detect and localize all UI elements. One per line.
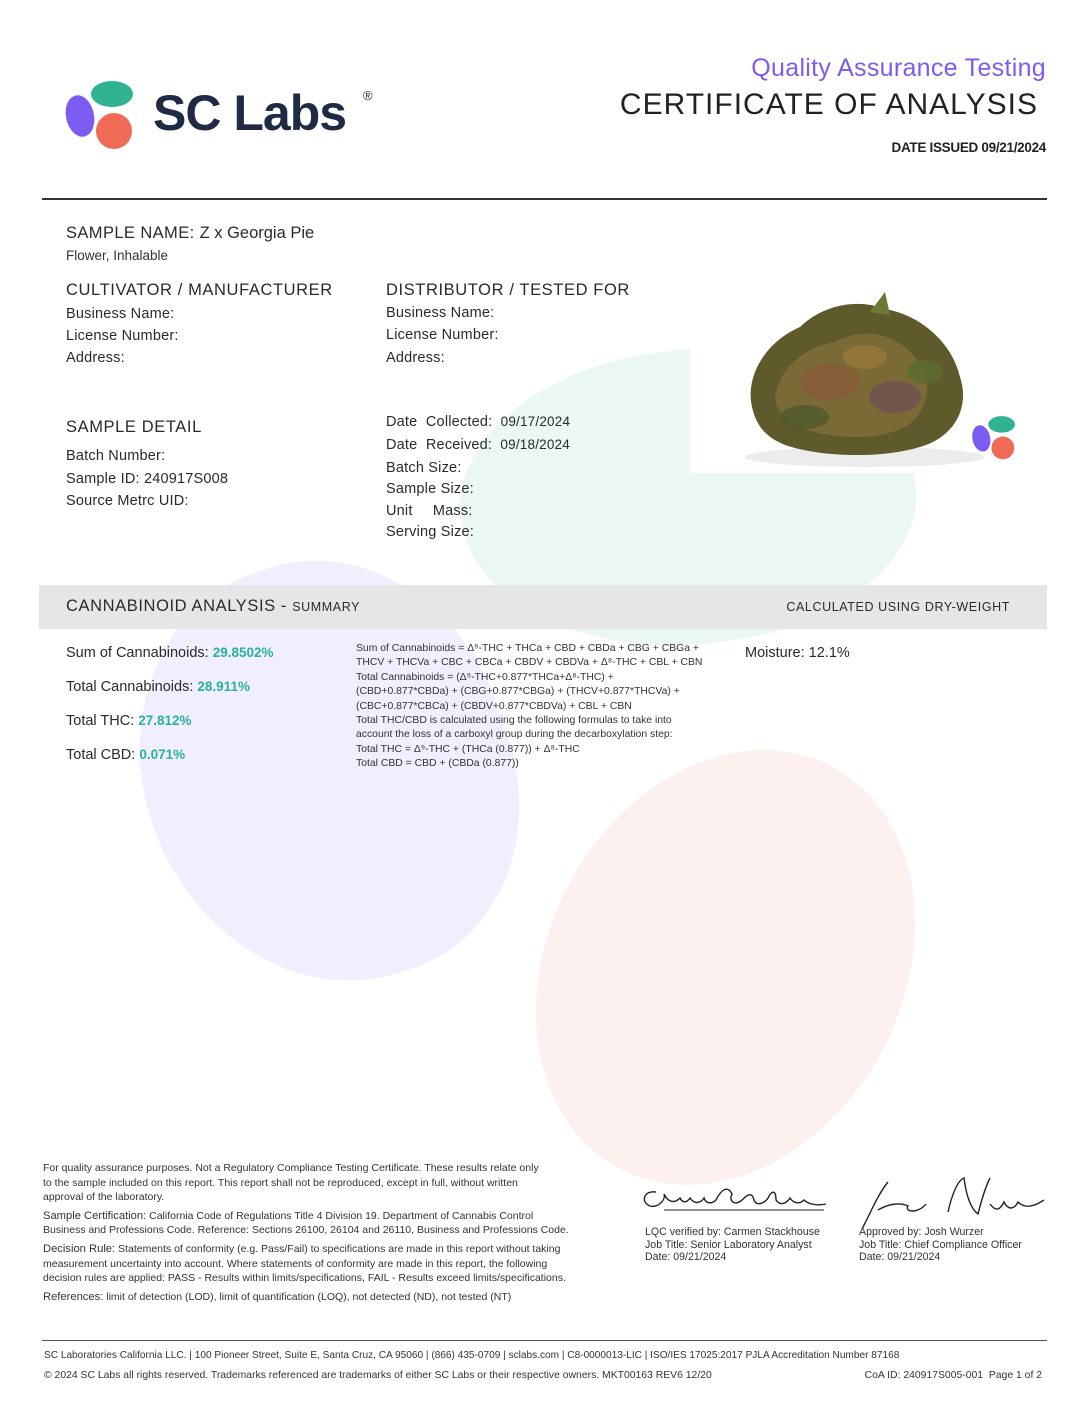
- qa-title: Quality Assurance Testing: [751, 54, 1046, 82]
- formula-line: Total THC = Δ⁹-THC + (THCa (0.877)) + Δ⁸-THC: [356, 743, 580, 755]
- right-date: Date: 09/21/2024: [859, 1251, 941, 1264]
- decision-label: Decision Rule:: [43, 1242, 116, 1255]
- distributor-business-name: Business Name:: [386, 305, 495, 321]
- certification-line: California Code of Regulations Title 4 Division 19. Department of Cannabis Control: [146, 1209, 534, 1222]
- sample-id: Sample ID: 240917S008: [66, 471, 229, 487]
- qa-disclaimer-line: approval of the laboratory.: [43, 1191, 165, 1204]
- unit-mass: [386, 503, 473, 519]
- signature-right-block: [859, 1226, 1022, 1264]
- date-issued: DATE ISSUED 09/21/2024: [891, 140, 1046, 155]
- thc-value: 27.812%: [138, 713, 192, 728]
- decision-line: decision rules are applied: PASS - Results within limits/specifications, FAIL - Results exceed limits/specifications.: [43, 1272, 566, 1285]
- certification-label: Sample Certification:: [43, 1209, 147, 1222]
- right-job-title: Job Title: Chief Compliance Officer: [859, 1238, 1022, 1251]
- sample-detail-title: SAMPLE DETAIL: [66, 418, 202, 436]
- logo-mark-small-icon: [968, 413, 1020, 465]
- sample-type: Flower, Inhalable: [66, 248, 169, 263]
- total-cannabinoids: [66, 679, 250, 695]
- batch-number: Batch Number:: [66, 448, 166, 464]
- date-received: [386, 437, 570, 453]
- total-thc: [66, 713, 192, 729]
- references-label: References:: [43, 1290, 104, 1303]
- date-received-value: 09/18/2024: [500, 437, 570, 452]
- header-divider: [42, 198, 1047, 200]
- total-cbd: [66, 747, 185, 763]
- cbd-label: Total CBD:: [66, 747, 136, 763]
- formula-line: (CBD+0.877*CBDa) + (CBG+0.877*CBGa) + (THCV+0.877*THCVa) +: [356, 686, 680, 698]
- qa-disclaimer-line: to the sample included on this report. This report shall not be reproduced, except in full, without written: [43, 1176, 518, 1189]
- approved-by: Approved by: Josh Wurzer: [859, 1226, 984, 1238]
- sum-label: Sum of Cannabinoids:: [66, 645, 209, 661]
- references: [43, 1290, 603, 1305]
- footer-coa-id: CoA ID: 240917S005-001 Page 1 of 2: [864, 1370, 1042, 1381]
- sample-size: Sample Size:: [386, 481, 474, 497]
- cannabinoid-title: [66, 597, 360, 616]
- sum-of-cannabinoids: [66, 645, 274, 661]
- date-collected-value: 09/17/2024: [500, 414, 571, 429]
- cannabinoid-title-main: CANNABINOID ANALYSIS -: [66, 597, 288, 615]
- decision-line: measurement uncertainty into account. Where statements of conformity are made in this report, the following: [43, 1257, 548, 1270]
- thc-label: Total THC:: [66, 713, 135, 729]
- cultivator-license-number: License Number:: [66, 328, 179, 344]
- signature-carmen: [636, 1180, 836, 1220]
- signature-left-block: [645, 1226, 820, 1264]
- distributor-title: DISTRIBUTOR / TESTED FOR: [386, 281, 630, 299]
- distributor-license-number: License Number:: [386, 327, 499, 343]
- decision-line: Statements of conformity (e.g. Pass/Fail) to specifications are made in this report without taking: [115, 1242, 561, 1255]
- product-image: [690, 287, 1030, 473]
- footer-divider: [42, 1340, 1047, 1341]
- unit-mass-label-b: Mass:: [432, 503, 473, 519]
- source-metrc-uid: Source Metrc UID:: [66, 493, 189, 509]
- cannabinoid-title-sub: SUMMARY: [292, 600, 361, 614]
- formula-line: Sum of Cannabinoids = Δ⁹-THC + THCa + CBD + CBDa + CBG + CBGa +: [356, 643, 699, 654]
- cbd-value: 0.071%: [139, 747, 186, 762]
- sample-name-value: Z x Georgia Pie: [199, 224, 315, 242]
- footer-copyright: © 2024 SC Labs all rights reserved. Trademarks referenced are trademarks of either SC Labs or their respective owners. MKT00163 REV6 12/20: [44, 1370, 712, 1381]
- formula-line: Total Cannabinoids = (Δ⁹-THC+0.877*THCa+Δ⁸-THC) +: [356, 671, 614, 683]
- sample-name-label: SAMPLE NAME:: [66, 224, 195, 242]
- calc-note: CALCULATED USING DRY-WEIGHT: [786, 600, 1010, 614]
- qa-disclaimer-line: For quality assurance purposes. Not a Regulatory Compliance Testing Certificate. These results relate only: [43, 1162, 539, 1174]
- brand-name: SC Labs: [153, 85, 347, 141]
- moisture: Moisture: 12.1%: [745, 645, 850, 661]
- cultivator-business-name: Business Name:: [66, 306, 175, 322]
- batch-size: Batch Size:: [386, 460, 462, 476]
- sample-name: [66, 224, 314, 243]
- formula-line: THCV + THCVa + CBC + CBCa + CBDV + CBDVa + Δ⁸-THC + CBL + CBN: [356, 657, 703, 669]
- logo-mark-icon: [60, 76, 140, 158]
- decision-rule: [43, 1242, 603, 1257]
- cultivator-address: Address:: [66, 350, 125, 366]
- cultivator-title: CULTIVATOR / MANUFACTURER: [66, 281, 333, 299]
- footer-company-line: SC Laboratories California LLC. | 100 Pioneer Street, Suite E, Santa Cruz, CA 95060 | (866) 435-0709 | sclabs.com | C8-0000013-LIC | ISO/IES 17025:2017 PJLA Accreditation Number 87168: [44, 1350, 900, 1361]
- formula-line: Total CBD = CBD + (CBDa (0.877)): [356, 758, 519, 770]
- serving-size: Serving Size:: [386, 524, 475, 540]
- formula-block: [356, 642, 726, 772]
- left-date: Date: 09/21/2024: [645, 1251, 727, 1264]
- disclaimer-block: [43, 1161, 603, 1304]
- cert-title: CERTIFICATE OF ANALYSIS: [619, 88, 1038, 121]
- date-collected: [386, 414, 570, 430]
- total-value: 28.911%: [197, 679, 250, 694]
- date-collected-label: Date Collected:: [386, 414, 493, 430]
- references-text: limit of detection (LOD), limit of quantification (LOQ), not detected (ND), not tested (NT): [103, 1290, 512, 1303]
- sum-value: 29.8502%: [212, 645, 274, 660]
- sample-certification: [43, 1209, 603, 1224]
- sc-labs-logo: [60, 72, 390, 157]
- brand-trademark: ®: [363, 88, 373, 103]
- distributor-address: Address:: [386, 350, 445, 366]
- left-job-title: Job Title: Senior Laboratory Analyst: [645, 1238, 812, 1251]
- total-label: Total Cannabinoids:: [66, 679, 194, 695]
- signature-josh: [848, 1174, 1048, 1234]
- formula-line: Total THC/CBD is calculated using the following formulas to take into: [356, 715, 672, 727]
- formula-line: (CBC+0.877*CBCa) + (CBDV+0.877*CBDVa) + CBL + CBN: [356, 700, 632, 712]
- date-received-label: Date Received:: [386, 437, 493, 453]
- certification-line: Business and Professions Code. Reference: Sections 26100, 26104 and 26110, Business and Professions Code.: [43, 1224, 569, 1237]
- lqc-verified-by: LQC verified by: Carmen Stackhouse: [645, 1226, 820, 1238]
- unit-mass-label-a: Unit: [386, 503, 413, 519]
- formula-line: account the loss of a carboxyl group during the decarboxylation step:: [356, 729, 673, 741]
